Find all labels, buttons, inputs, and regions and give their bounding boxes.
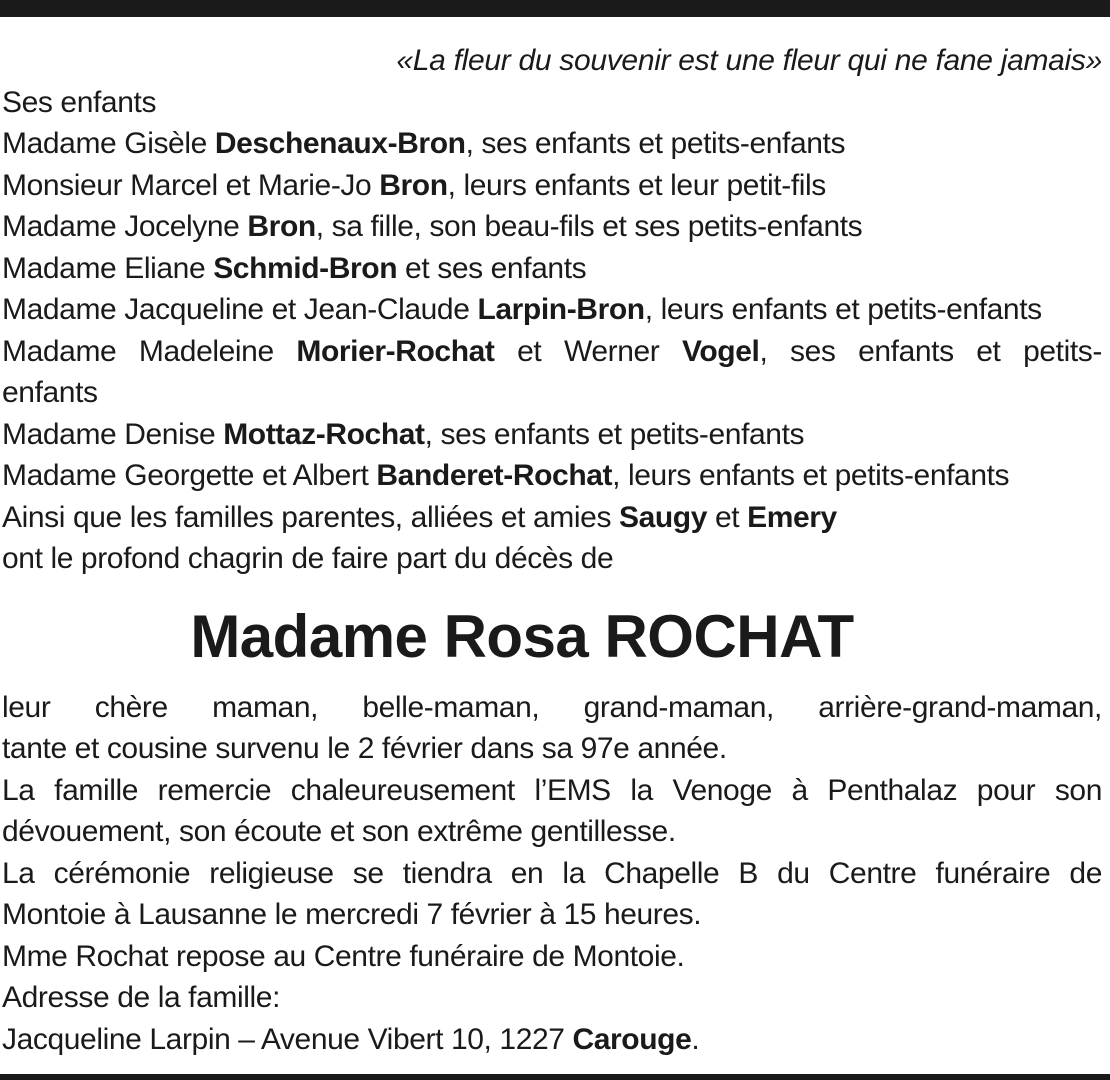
family-line-6: Madame Madeleine Morier-Rochat et Werner Vogel, ses enfants et petits-: [2, 334, 1102, 368]
ceremony-line-2: Montoie à Lausanne le mercredi 7 février à 15 heures.: [2, 898, 702, 931]
family-line-4: Madame Eliane Schmid-Bron et ses enfants: [2, 251, 587, 285]
family-name: Bron: [247, 210, 316, 243]
thanks-line-1: La famille remercie chaleureusement l’EMS la Venoge à Penthalaz pour son: [2, 773, 1102, 807]
address-label: Adresse de la famille:: [2, 981, 281, 1014]
family-name: Mottaz-Rochat: [223, 417, 425, 451]
top-border: [0, 0, 1110, 17]
family-line-6-continued: enfants: [2, 376, 98, 409]
relation-line-1: leur chère maman, belle-maman, grand-maman, arrière-grand-maman,: [2, 690, 1102, 724]
family-name: Banderet-Rochat: [376, 459, 613, 492]
thanks-line-2: dévouement, son écoute et son extrême gentillesse.: [2, 815, 676, 848]
rest-line: Mme Rochat repose au Centre funéraire de Montoie.: [2, 939, 685, 973]
address-city: Carouge: [572, 1022, 692, 1056]
family-line-7: Madame Denise Mottaz-Rochat, ses enfants et petits-enfants: [2, 417, 805, 451]
relation-line-2: tante et cousine survenu le 2 février dans sa 97e année.: [2, 732, 727, 765]
family-name: Vogel: [681, 334, 760, 368]
memorial-quote: «La fleur du souvenir est une fleur qui ne fane jamais»: [396, 44, 1102, 77]
family-line-5: Madame Jacqueline et Jean-Claude Larpin-Bron, leurs enfants et petits-enfants: [2, 293, 1042, 326]
family-line-3: Madame Jocelyne Bron, sa fille, son beau-fils et ses petits-enfants: [2, 210, 863, 243]
announcement-line: ont le profond chagrin de faire part du décès de: [2, 542, 614, 575]
family-line-8: Madame Georgette et Albert Banderet-Rochat, leurs enfants et petits-enfants: [2, 459, 1010, 492]
family-name: Emery: [747, 500, 837, 534]
address-line: Jacqueline Larpin – Avenue Vibert 10, 1227 Carouge.: [2, 1022, 700, 1056]
obituary-notice: [2, 40, 1102, 1060]
family-line-2: Monsieur Marcel et Marie-Jo Bron, leurs enfants et leur petit-fils: [2, 168, 826, 202]
deceased-name: Madame Rosa ROCHAT: [190, 602, 854, 670]
ceremony-line-1: La cérémonie religieuse se tiendra en la Chapelle B du Centre funéraire de: [2, 856, 1102, 890]
family-name: Deschenaux-Bron: [214, 127, 466, 160]
family-name: Larpin-Bron: [477, 293, 645, 326]
intro-line: Ses enfants: [2, 85, 157, 119]
family-name: Schmid-Bron: [213, 251, 398, 285]
family-name: Morier-Rochat: [296, 334, 495, 368]
family-line-1: Madame Gisèle Deschenaux-Bron, ses enfants et petits-enfants: [2, 127, 846, 160]
family-name: Saugy: [618, 500, 708, 534]
relatives-line: Ainsi que les familles parentes, alliées et amies Saugy et Emery: [2, 500, 837, 534]
bottom-border: [0, 1074, 1110, 1080]
family-name: Bron: [379, 168, 448, 202]
